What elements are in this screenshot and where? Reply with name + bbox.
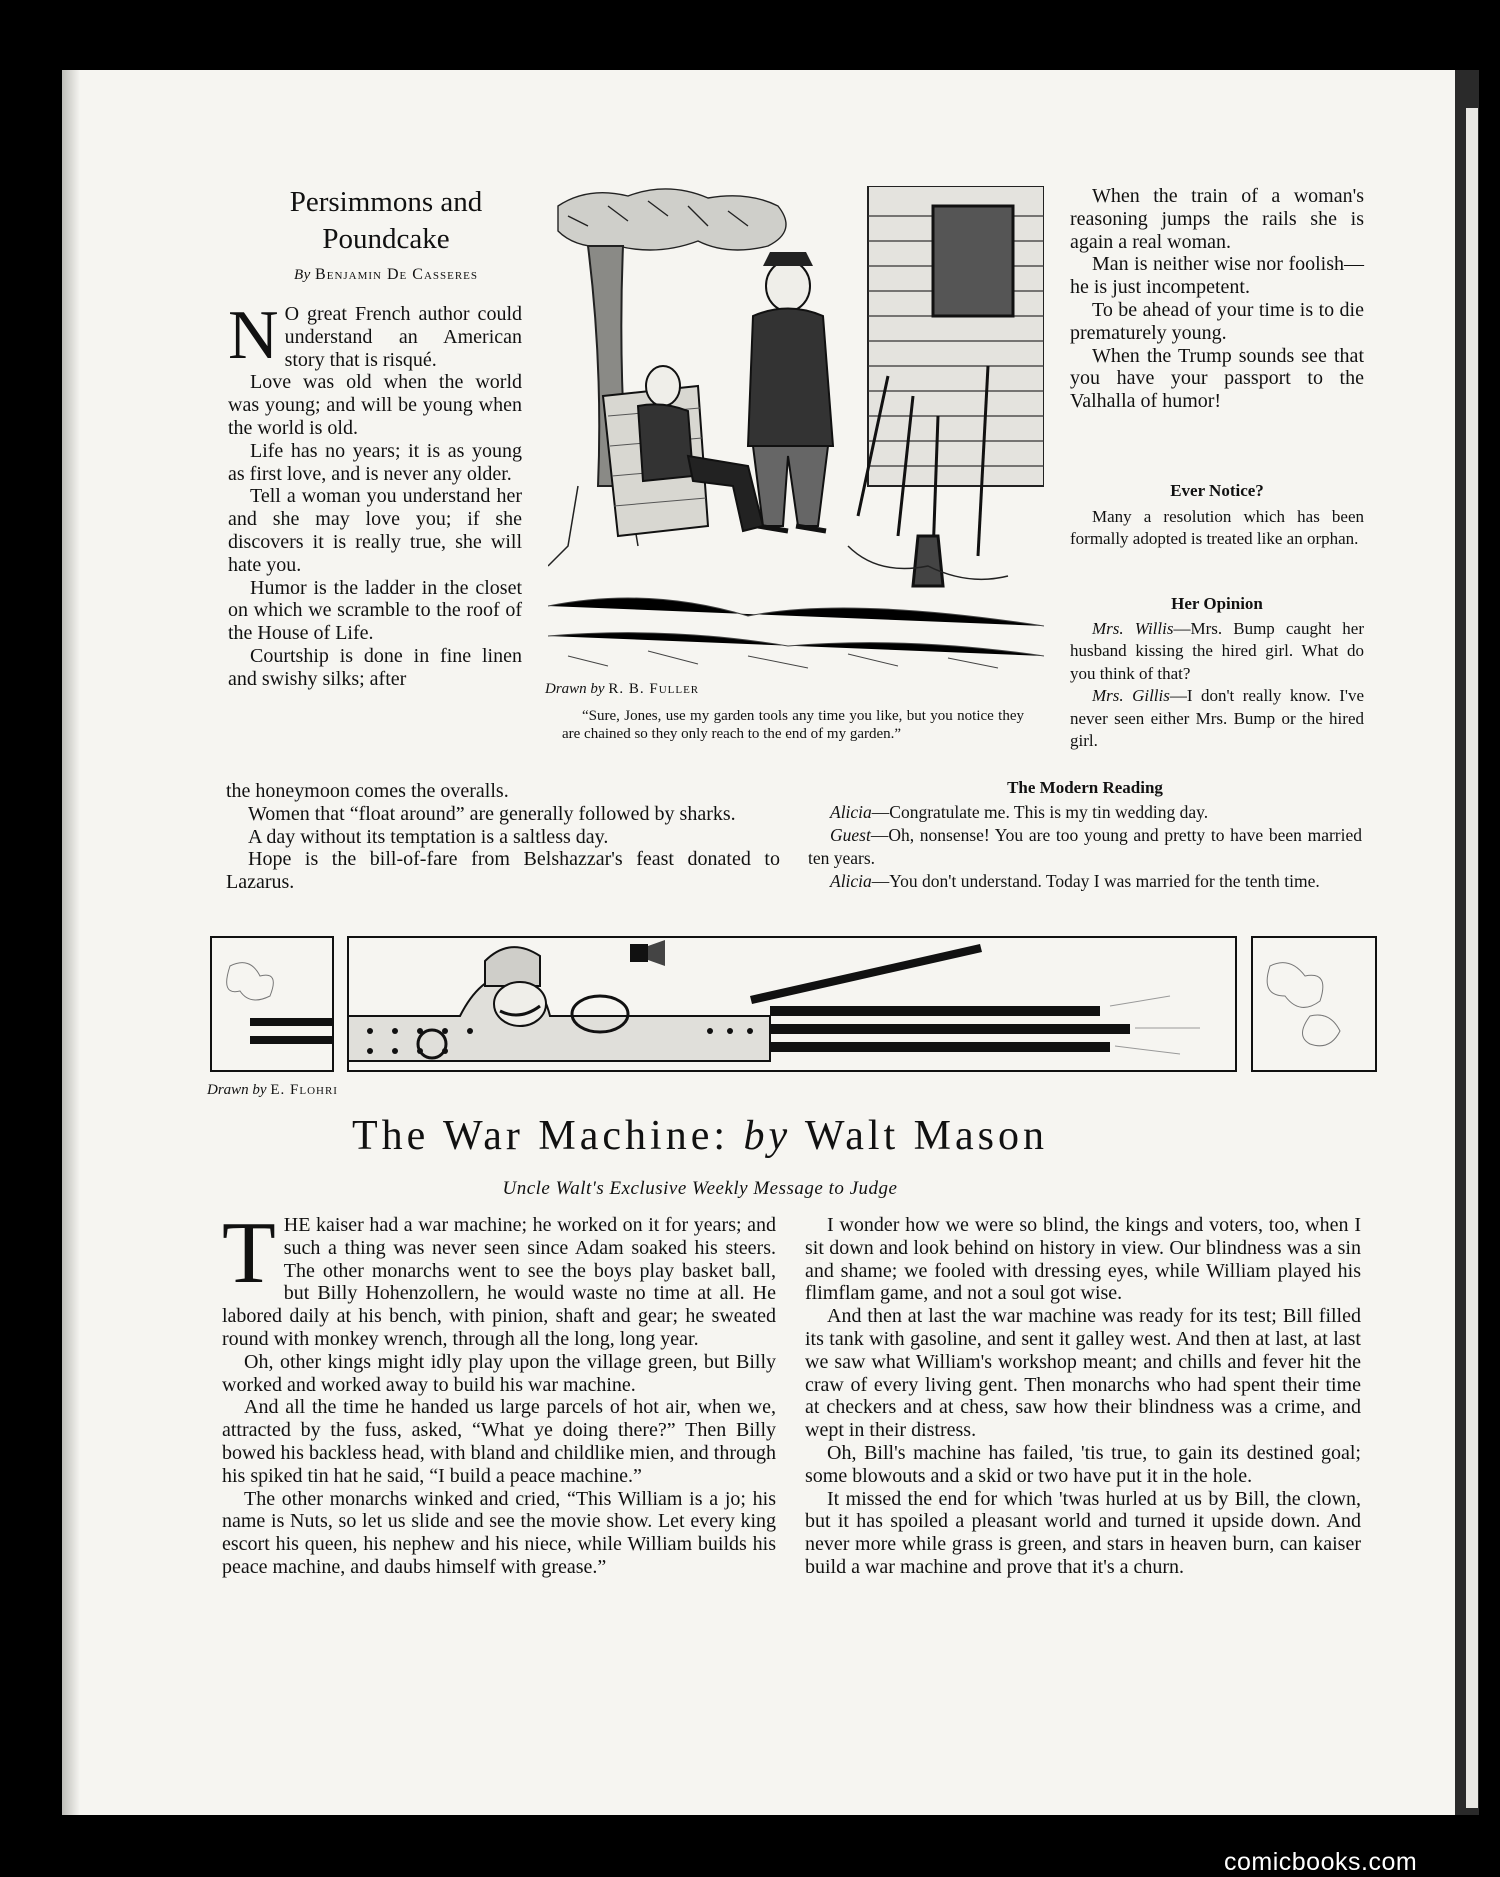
flohri-cartoon-credit <box>207 1082 338 1099</box>
epigram: When the train of a woman's reasoning jumps the rails she is again a real woman. <box>1070 185 1364 253</box>
war-machine-paragraph: And all the time he handed us large parcels of hot air, when we, attracted by the fuss, asked, “What ye doing there?” Then Billy bowed his backless head, with bland and childlike mien, and through his spiked tin hat he said, “I build a peace machine.” <box>222 1396 776 1487</box>
title-by: by <box>743 1113 792 1159</box>
tree-foliage <box>558 189 786 250</box>
drawn-by-label: Drawn by <box>545 681 605 697</box>
war-machine-paragraph: I wonder how we were so blind, the kings and voters, too, when I sit down and look behind on history in view. Our blindness was a sin and shame; we fooled with dressing eyes, while William played his flimflam game, and not a soul got wise. <box>805 1214 1361 1305</box>
persimmons-paragraph: Women that “float around” are generally followed by sharks. <box>248 802 736 825</box>
dialogue-text: —I don't really know. I've never seen either Mrs. Bump or the hired girl. <box>1070 686 1364 750</box>
page-gutter-shadow <box>62 70 80 1815</box>
speaker-name: Alicia <box>830 871 872 891</box>
dialogue-text: —Mrs. Bump caught her husband kissing the hired girl. What do you think of that? <box>1070 618 1365 683</box>
persimmons-wide-column <box>226 780 780 894</box>
persimmons-paragraph-1 <box>228 297 522 374</box>
dialogue-text: —Oh, nonsense! You are too young and pretty to have been married ten years. <box>808 825 1362 868</box>
dialogue-text: —Congratulate me. This is my tin wedding day. <box>871 802 1209 822</box>
her-opinion-section <box>1070 593 1364 753</box>
war-machine-left-column <box>222 1205 776 1579</box>
fuller-cartoon-caption: “Sure, Jones, use my garden tools any time you like, but you notice they are chained so they only reach to the end of my garden.” <box>562 708 1024 742</box>
war-machine-title <box>200 1112 1200 1160</box>
epigram: When the Trump sounds see that you have your passport to the Valhalla of humor! <box>1070 344 1364 413</box>
her-opinion-heading: Her Opinion <box>1171 594 1263 613</box>
ever-notice-heading: Ever Notice? <box>1170 481 1264 500</box>
war-machine-paragraph: Oh, Bill's machine has failed, 'tis true, to gain its destined goal; some blowouts and a skid or two have put it in the hole. <box>805 1441 1361 1487</box>
fuller-cartoon-credit <box>545 681 699 698</box>
war-machine-paragraph: And then at last the war machine was ready for its test; Bill filled its tank with gasoline, and sent it galley west. And then at last, at last we saw what William's workshop meant; and chills and fever hit the craw of every living gent. Then monarchs who had spent their time at checkers and at chess, saw how their blindness was a crime, and wept in their distress. <box>805 1305 1361 1442</box>
article-title-persimmons <box>226 184 546 258</box>
garden-tools-cartoon <box>548 186 1044 672</box>
persimmons-paragraph: Courtship is done in fine linen and swishy silks; after <box>228 644 522 690</box>
persimmons-paragraph-continued: the honeymoon comes the overalls. <box>226 780 509 802</box>
persimmons-paragraph: Love was old when the world was young; and will be young when the world is old. <box>228 371 522 439</box>
war-machine-paragraph: Oh, other kings might idly play upon the village green, but Billy worked and worked away to build his war machine. <box>222 1350 776 1396</box>
modern-reading-line-1 <box>808 801 1362 824</box>
her-opinion-line-1 <box>1070 618 1364 686</box>
speaker-name: Mrs. Gillis <box>1092 686 1170 705</box>
right-column-epigrams <box>1070 185 1364 413</box>
her-opinion-line-2 <box>1070 685 1364 753</box>
drop-cap-n: N <box>228 297 279 374</box>
persimmons-paragraph: Humor is the ladder in the closet on which we scramble to the roof of the House of Life. <box>228 576 522 645</box>
dialogue-text: —You don't understand. Today I was married for the tenth time. <box>871 871 1320 891</box>
watermark-text: comicbooks.com <box>1224 1848 1418 1876</box>
speaker-name: Guest <box>830 825 871 845</box>
modern-reading-section <box>808 776 1362 893</box>
headlight <box>630 944 648 962</box>
epigram: Man is neither wise nor foolish—he is just incompetent. <box>1070 253 1364 299</box>
persimmons-paragraph: Hope is the bill-of-fare from Belshazzar's feast donated to Lazarus. <box>226 848 780 894</box>
modern-reading-line-3 <box>808 870 1362 893</box>
paragraph-text: O great French author could understand an American story that is risqué. <box>284 303 522 371</box>
war-machine-paragraph: It missed the end for which 'twas hurled at us by Bill, the clown, but it has spoiled a pleasant world and turned it upside down. And never more while grass is green, and stars in heaven burn, can kaiser build a war machine and prove that it's a churn. <box>805 1487 1361 1578</box>
title-line-1: Persimmons and <box>289 186 483 218</box>
byline-by: By <box>293 267 316 283</box>
persimmons-paragraph: Tell a woman you understand her and she may love you; if she discovers it is really true, she will hate you. <box>228 485 522 576</box>
war-machine-right-column <box>805 1214 1361 1579</box>
speaker-name: Mrs. Willis <box>1092 618 1174 638</box>
war-machine-subtitle: Uncle Walt's Exclusive Weekly Message to Judge <box>502 1178 898 1199</box>
article-byline <box>226 266 546 284</box>
artist-name: E. Flohri <box>270 1082 338 1098</box>
speaker-name: Alicia <box>830 802 872 822</box>
drop-cap-t: T <box>222 1205 276 1302</box>
ever-notice-text: Many a resolution which has been formally adopted is treated like an orphan. <box>1070 507 1364 548</box>
title-line-2: Poundcake <box>322 223 450 255</box>
paragraph-text: HE kaiser had a war machine; he worked on it for years; and such a thing was never seen since Adam soaked his steers. The other monarchs went to see the boys play basket ball, but Billy Hohenzollern, he would waste no time at all. He labored daily at his bench, with pinion, shaft and gear; he sweated round with monkey wrench, through all the long, long year. <box>222 1214 776 1350</box>
drawn-by-label: Drawn by <box>207 1082 267 1098</box>
modern-reading-line-2 <box>808 824 1362 870</box>
byline-author: Benjamin De Casseres <box>315 266 479 283</box>
title-part: The War Machine: <box>351 1113 744 1159</box>
ever-notice-section <box>1070 480 1364 550</box>
cannon-barrel <box>250 1018 334 1026</box>
cannon-barrel <box>250 1036 334 1044</box>
persimmons-paragraph: Life has no years; it is as young as first love, and is never any older. <box>228 439 522 485</box>
artist-name: R. B. Fuller <box>608 681 700 697</box>
title-author: Walt Mason <box>791 1113 1049 1159</box>
next-page-edge <box>1466 108 1478 1808</box>
house-siding <box>868 186 1044 486</box>
persimmons-column <box>228 297 522 691</box>
persimmons-paragraph: A day without its temptation is a saltless day. <box>248 825 609 848</box>
war-machine-paragraph-1 <box>222 1205 776 1351</box>
epigram: To be ahead of your time is to die prematurely young. <box>1070 298 1364 344</box>
war-machine-cartoon <box>210 936 1378 1074</box>
war-machine-paragraph: The other monarchs winked and cried, “This William is a jo; his name is Nuts, so let us slide and see the movie show. Let every king escort his queen, his nephew and his niece, while William builds his peace machine, and daubs himself with grease.” <box>222 1487 776 1578</box>
modern-reading-heading: The Modern Reading <box>1007 778 1163 797</box>
